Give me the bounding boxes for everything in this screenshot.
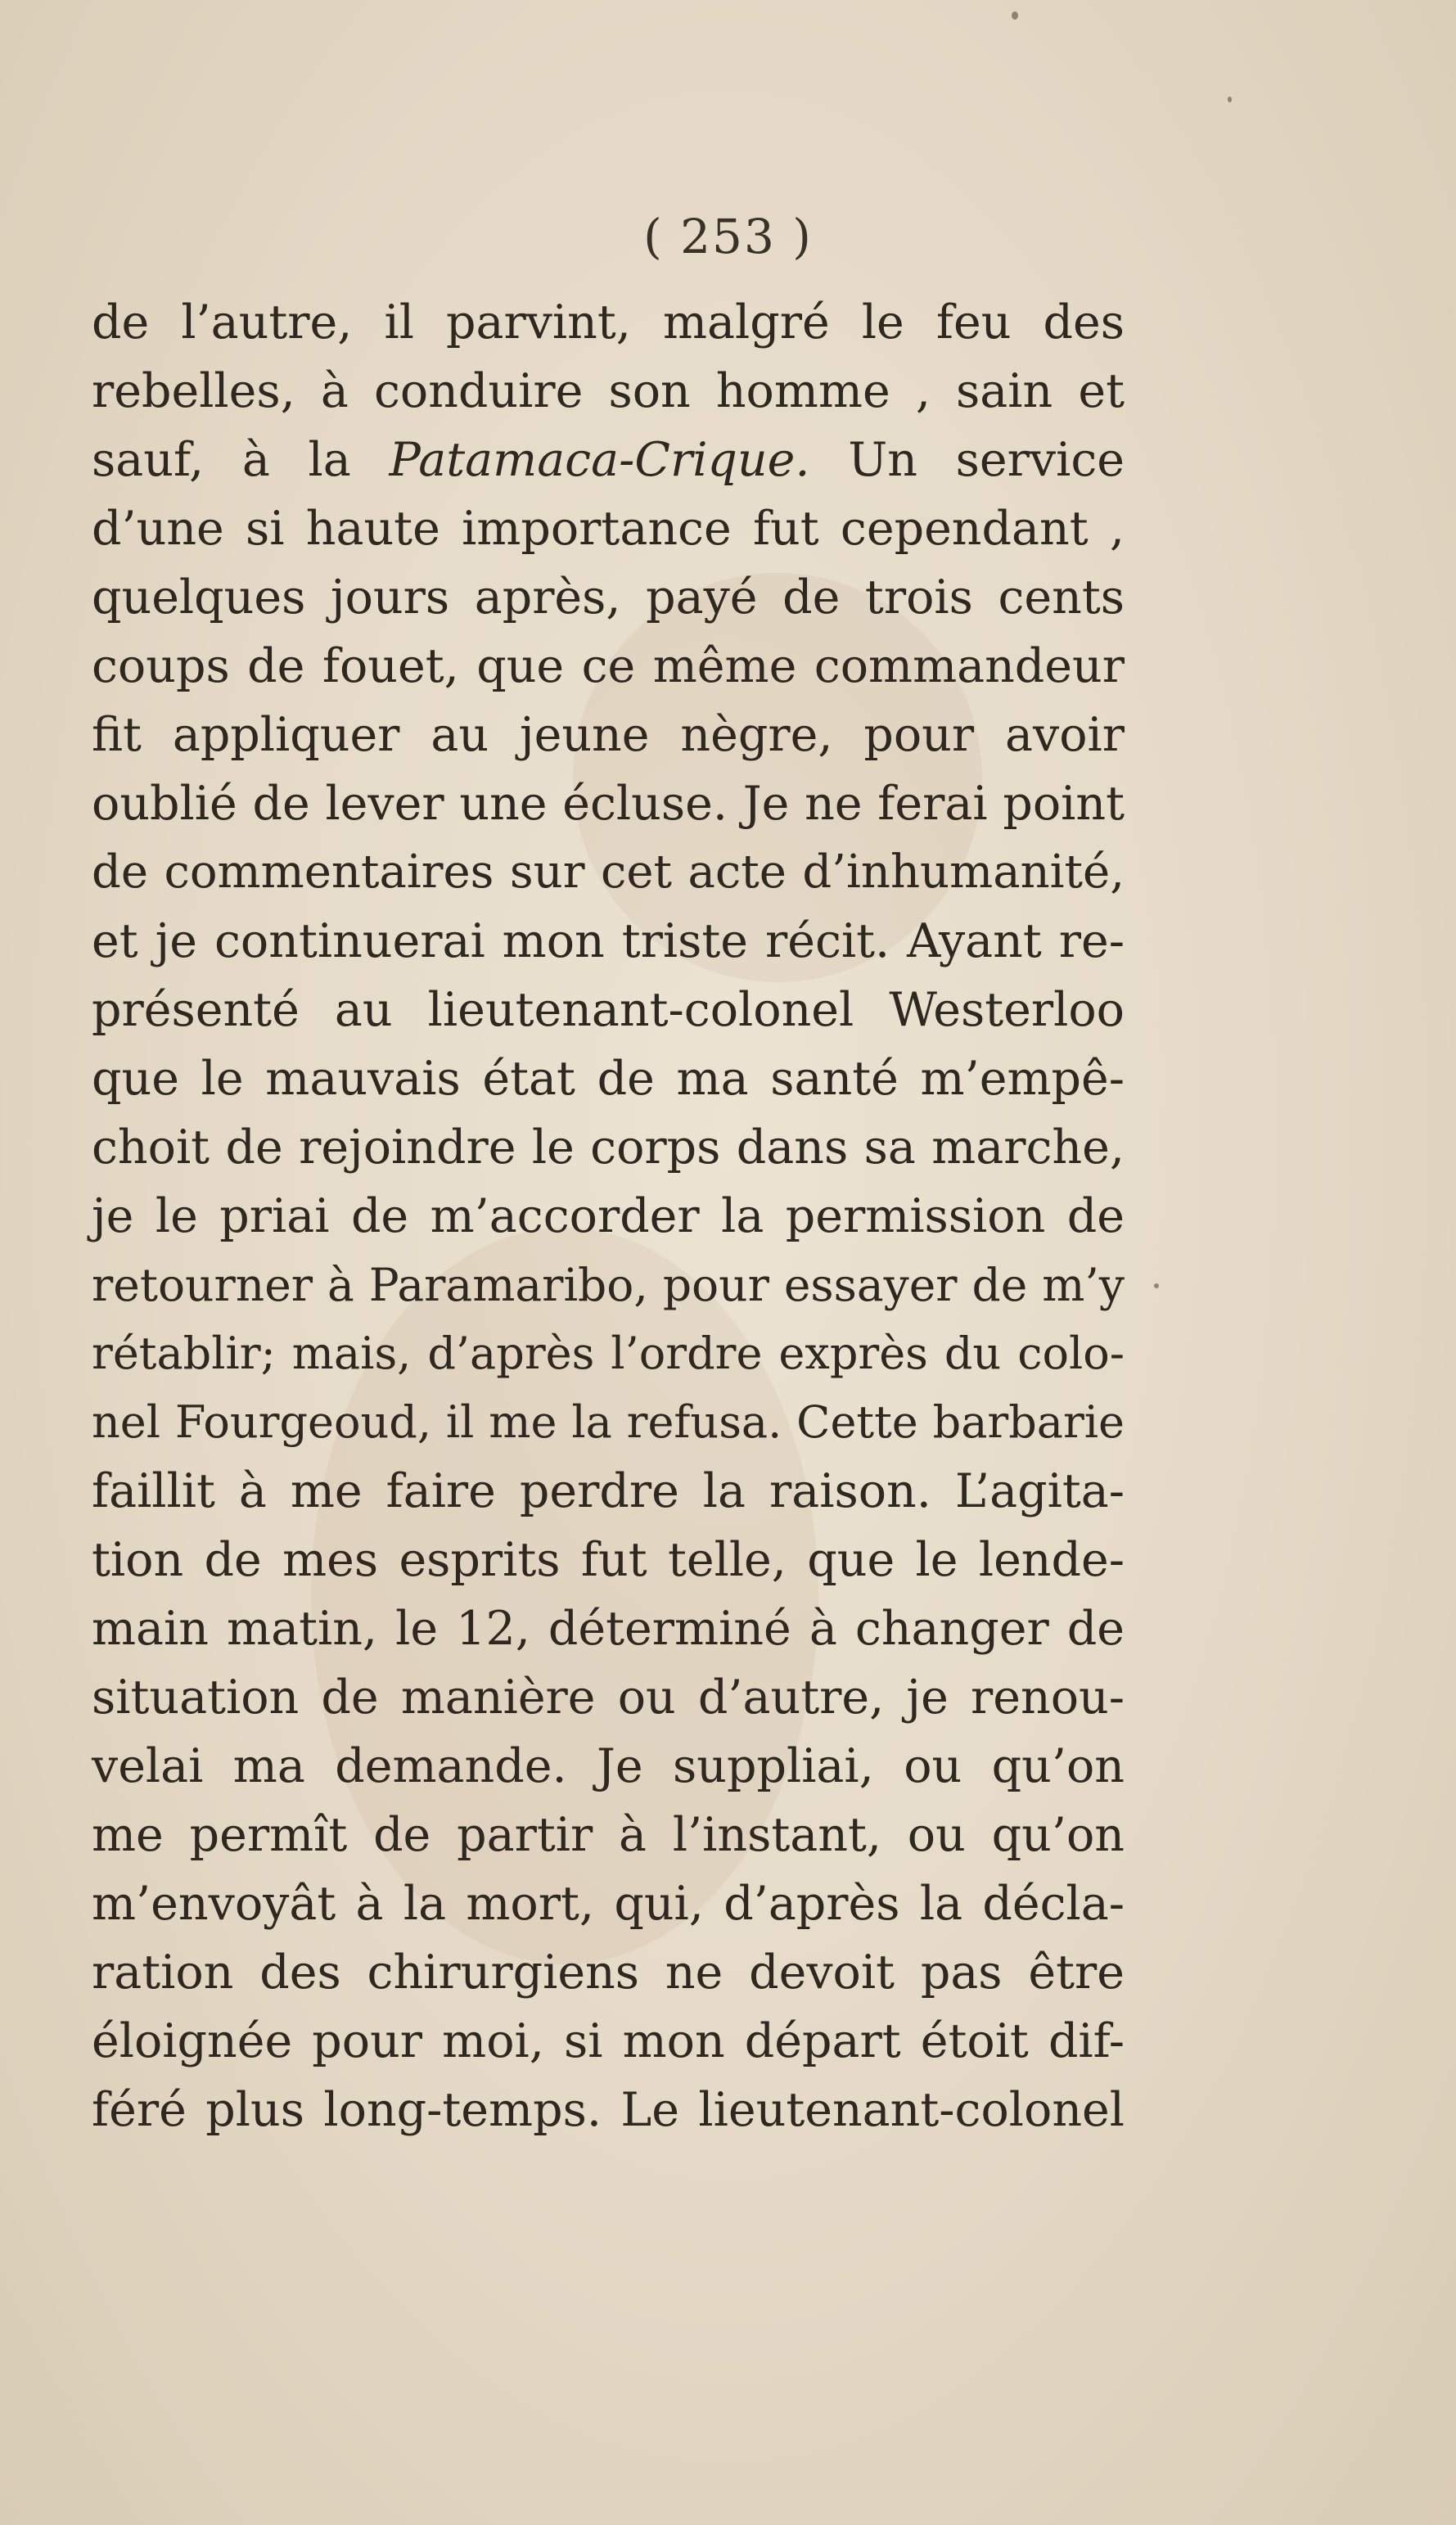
text-line: fit appliquer au jeune nègre, pour avoir: [92, 708, 1125, 762]
text-line: de l’autre, il parvint, malgré le feu des: [92, 295, 1125, 349]
text-line: nel Fourgeoud, il me la refusa. Cette barbarie: [92, 1396, 1125, 1448]
place-name-italic: Patamaca-Crique.: [389, 433, 810, 487]
ink-speck: [1228, 97, 1232, 102]
text-line: de commentaires sur cet acte d’inhumanité,: [92, 845, 1125, 899]
body-text: [92, 288, 1125, 2144]
text-line: faillit à me faire perdre la raison. L’agita-: [92, 1464, 1125, 1518]
text-line: féré plus long-temps. Le lieutenant-colonel: [92, 2083, 1125, 2137]
text-line: m’envoyât à la mort, qui, d’après la décla-: [92, 1877, 1125, 1931]
text-line: tion de mes esprits fut telle, que le lende-: [92, 1533, 1125, 1587]
text-line: je le priai de m’accorder la permission de: [92, 1189, 1125, 1243]
text-line: que le mauvais état de ma santé m’empê-: [92, 1052, 1125, 1106]
text-line: rebelles, à conduire son homme , sain et: [92, 364, 1125, 418]
ink-speck: [1012, 11, 1018, 20]
ink-speck: [1154, 1283, 1159, 1288]
page-number: ( 253 ): [643, 209, 813, 264]
text-line: quelques jours après, payé de trois cents: [92, 570, 1125, 624]
text-line: oublié de lever une écluse. Je ne ferai point: [92, 777, 1125, 831]
text-line: rétablir; mais, d’après l’ordre exprès du colo-: [92, 1328, 1125, 1379]
text-line: éloignée pour moi, si mon départ étoit dif-: [92, 2014, 1125, 2068]
text-line: velai ma demande. Je suppliai, ou qu’on: [92, 1739, 1125, 1793]
text-line: et je continuerai mon triste récit. Ayant re-: [92, 914, 1125, 968]
text-line: d’une si haute importance fut cependant ,: [92, 502, 1125, 556]
text-line: me permît de partir à l’instant, ou qu’on: [92, 1808, 1125, 1862]
text-line: retourner à Paramaribo, pour essayer de m’y: [92, 1259, 1125, 1311]
text-line: coups de fouet, que ce même commandeur: [92, 639, 1125, 693]
text-line: sauf, à la Patamaca-Crique. Un service: [92, 433, 1125, 487]
text-line: situation de manière ou d’autre, je renou-: [92, 1671, 1125, 1725]
text-line: présenté au lieutenant-colonel Westerloo: [92, 983, 1125, 1037]
text-line: choit de rejoindre le corps dans sa marche,: [92, 1120, 1125, 1175]
text-line: main matin, le 12, déterminé à changer de: [92, 1602, 1125, 1656]
text-line: ration des chirurgiens ne devoit pas être: [92, 1946, 1125, 2000]
